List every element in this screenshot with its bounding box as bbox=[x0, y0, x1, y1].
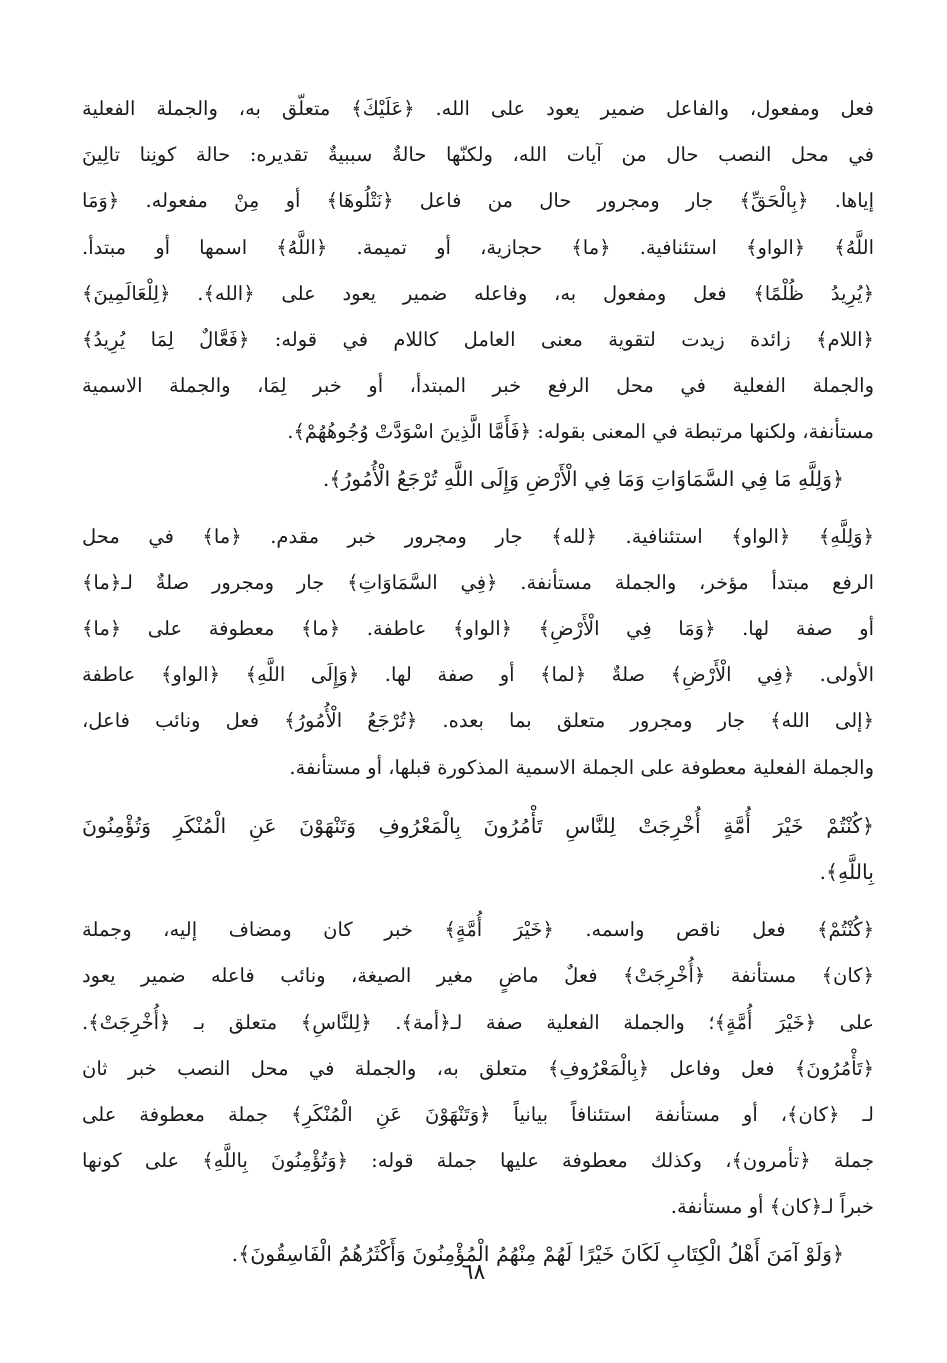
text-line: خبراً لـ﴿كان﴾ أو مستأنفة. bbox=[670, 1195, 874, 1219]
text-line: الأولى. ﴿فِي الْأَرْضِ﴾ صلةٌ ﴿لما﴾ أو صفة لها. ﴿وَإِلَى اللَّهِ﴾ ﴿الواو﴾ عاطفة bbox=[82, 663, 874, 687]
text-line: ﴿وَلِلَّهِ﴾ ﴿الواو﴾ استئنافية. ﴿لله﴾ جار ومجرور خبر مقدم. ﴿ما﴾ في محل bbox=[82, 524, 874, 548]
text-line: ﴿إلى الله﴾ جار ومجرور متعلق بما بعده. ﴿تُرْجَعُ الْأُمُورُ﴾ فعل ونائب فاعل، bbox=[82, 709, 874, 733]
verse-2 bbox=[82, 803, 874, 895]
text-line: أو صفة لها. ﴿وَمَا فِي الْأَرْضِ﴾ ﴿الواو﴾ عاطفة. ﴿ما﴾ معطوفة على ﴿ما﴾ bbox=[82, 617, 874, 641]
paragraph-2 bbox=[82, 514, 874, 791]
verse-1 bbox=[82, 456, 874, 502]
text-line: اللَّهُ﴾ ﴿الواو﴾ استئنافية. ﴿ما﴾ حجازية، أو تميمة. ﴿اللَّهُ﴾ اسمها أو مبتدأ. bbox=[82, 235, 874, 259]
text-line: مستأنفة، ولكنها مرتبطة في المعنى بقوله: ﴿فَأَمَّا الَّذِينَ اسْوَدَّتْ وُجُوهُهُمْ﴾. bbox=[287, 420, 874, 444]
paragraph-1 bbox=[82, 86, 874, 456]
page-body bbox=[82, 86, 874, 1277]
text-line: والجملة الفعلية معطوفة على الجملة الاسمية المذكورة قبلها، أو مستأنفة. bbox=[289, 755, 874, 779]
verse-line: ﴿وَلَوْ آمَنَ أَهْلُ الْكِتَابِ لَكَانَ خَيْرًا لَهُمْ مِنْهُمُ الْمُؤْمِنُونَ وَأَكْثَرُهُمُ الْفَاسِقُونَ﴾. bbox=[231, 1241, 844, 1266]
verse-line: ﴿وَلِلَّهِ مَا فِي السَّمَاوَاتِ وَمَا فِي الْأَرْضِ وَإِلَى اللَّهِ تُرْجَعُ الْأُمُورُ﴾. bbox=[322, 466, 844, 491]
text-line: على ﴿خَيْرَ أُمَّةٍ﴾؛ والجملة الفعلية صفة لـ﴿أمة﴾. ﴿لِلنَّاسِ﴾ متعلق بـ ﴿أُخْرِجَتْ﴾. bbox=[82, 1010, 874, 1034]
text-line: ﴿اللام﴾ زائدة زيدت لتقوية معنى العامل كاللام في قوله: ﴿فَعَّالٌ لِمَا يُرِيدُ﴾ bbox=[82, 327, 874, 351]
text-line: ﴿يُرِيدُ ظُلْمًا﴾ فعل ومفعول به، وفاعله ضمير يعود على ﴿الله﴾. ﴿لِلْعَالَمِينَ﴾ bbox=[82, 281, 874, 305]
text-line: في محل النصب حال من آيات الله، ولكنّها حالةٌ سببيةٌ تقديره: حالة كونِنا تالِينَ bbox=[82, 143, 874, 167]
paragraph-gap bbox=[82, 895, 874, 907]
text-line: لـ ﴿كان﴾، أو مستأنفة استئنافاً بيانياً ﴿وَتَنْهَوْنَ عَنِ الْمُنْكَرِ﴾ جملة معطوفة على bbox=[82, 1102, 874, 1126]
text-line: والجملة الفعلية في محل الرفع خبر المبتدأ، أو خبر لِمَا، والجملة الاسمية bbox=[82, 374, 874, 398]
paragraph-3 bbox=[82, 907, 874, 1230]
verse-line: ﴿كُنْتُمْ خَيْرَ أُمَّةٍ أُخْرِجَتْ لِلنَّاسِ تَأْمُرُونَ بِالْمَعْرُوفِ وَتَنْهَوْنَ عَنِ الْمُنْكَرِ وَتُؤْمِنُونَ bbox=[82, 813, 874, 838]
page-number: ٦٨ bbox=[461, 1260, 486, 1285]
text-line: إياها. ﴿بِالْحَقِّ﴾ جار ومجرور حال من فاعل ﴿نَتْلُوهَا﴾ أو مِنْ مفعوله. ﴿وَمَا bbox=[82, 189, 874, 213]
text-line: ﴿كُنْتُمْ﴾ فعل ناقص واسمه. ﴿خَيْرَ أُمَّةٍ﴾ خبر كان ومضاف إليه، وجملة bbox=[82, 918, 874, 942]
text-line: جملة ﴿تأمرون﴾، وكذلك معطوفة عليها جملة قوله: ﴿وَتُؤْمِنُونَ بِاللَّهِ﴾ على كونها bbox=[82, 1149, 874, 1173]
text-line: فعل ومفعول، والفاعل ضمير يعود على الله. ﴿عَلَيْكَ﴾ متعلّق به، والجملة الفعلية bbox=[82, 97, 874, 120]
text-line: الرفع مبتدأ مؤخر، والجملة مستأنفة. ﴿فِي السَّمَاوَاتِ﴾ جار ومجرور صلةٌ لـ﴿ما﴾ bbox=[82, 570, 874, 594]
text-line: ﴿كان﴾ مستأنفة ﴿أُخْرِجَتْ﴾ فعلٌ ماضٍ مغير الصيغة، ونائب فاعله ضمير يعود bbox=[82, 964, 874, 988]
paragraph-gap bbox=[82, 502, 874, 514]
paragraph-gap bbox=[82, 791, 874, 803]
text-line: ﴿تَأْمُرُونَ﴾ فعل وفاعل ﴿بِالْمَعْرُوفِ﴾ متعلق به، والجملة في محل النصب خبر ثان bbox=[82, 1056, 874, 1080]
verse-line: بِاللَّهِ﴾. bbox=[819, 860, 874, 884]
